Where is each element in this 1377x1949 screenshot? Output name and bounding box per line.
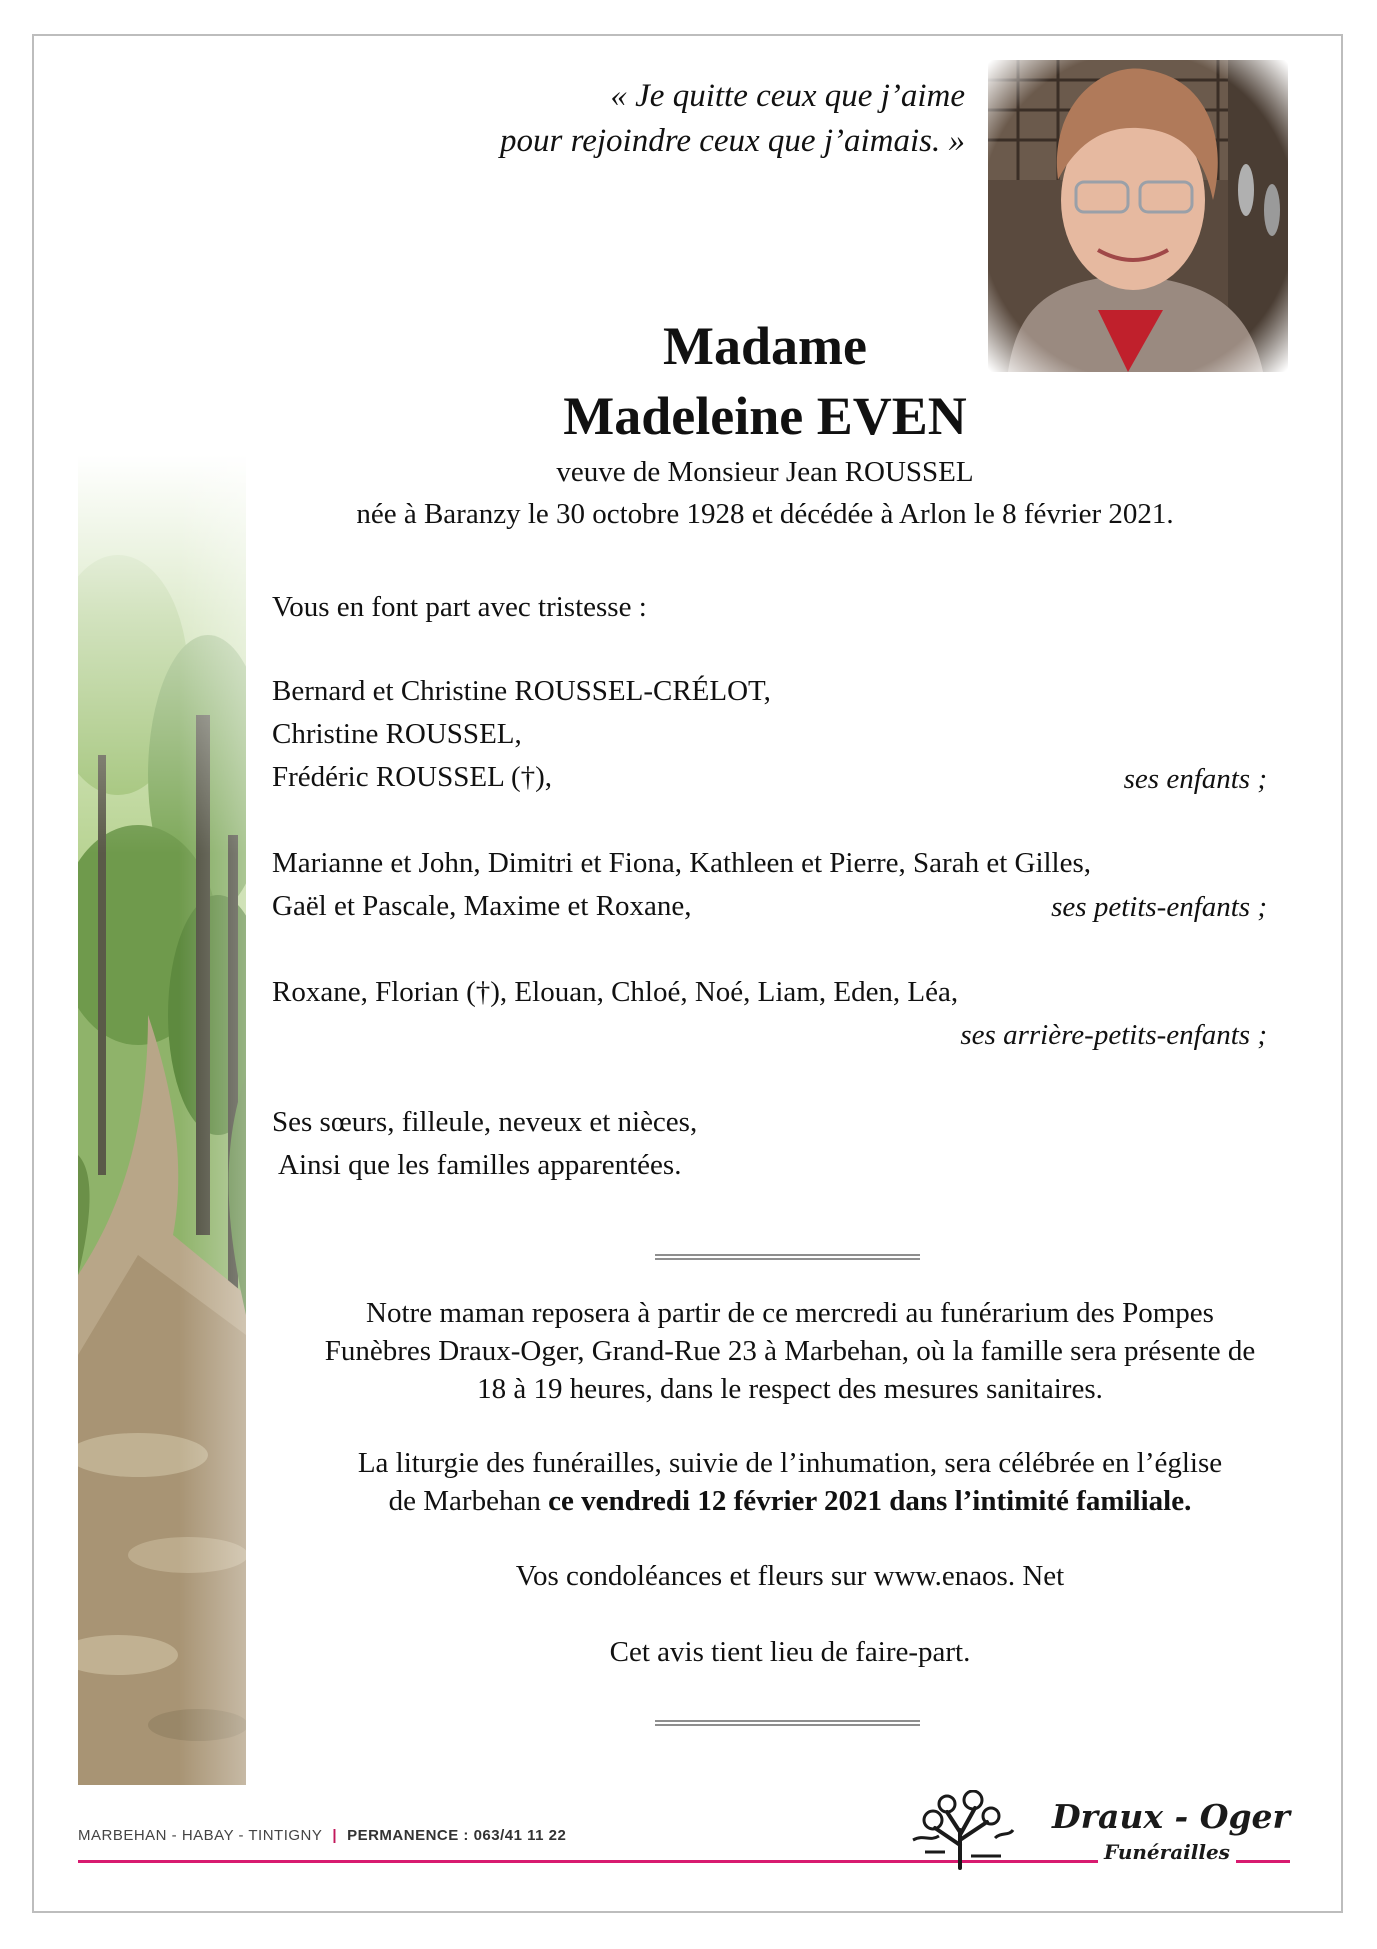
children-label: ses enfants ; <box>1123 763 1267 795</box>
epigraph-quote <box>400 74 965 164</box>
honorific-title: Madame <box>663 316 867 376</box>
quote-line-2: pour rejoindre ceux que j’aimais. » <box>500 123 965 159</box>
relatives-line: Ainsi que les familles apparentées. <box>278 1149 682 1181</box>
birth-death-dates: née à Baranzy le 30 octobre 1928 et décédée à Arlon le 8 février 2021. <box>356 498 1174 530</box>
great-grandchildren-label: ses arrière-petits-enfants ; <box>960 1019 1267 1051</box>
spouse-line: veuve de Monsieur Jean ROUSSEL <box>556 456 974 488</box>
grandchild-line: Gaël et Pascale, Maxime et Roxane, <box>272 890 692 922</box>
quote-line-1: « Je quitte ceux que j’aime <box>610 78 965 114</box>
liturgy-line-2 <box>240 1483 1340 1519</box>
funeral-date-emphasis: ce vendredi 12 février 2021 dans l’intimité familiale. <box>548 1485 1192 1517</box>
footer-permanence: PERMANENCE : 063/41 11 22 <box>347 1827 567 1844</box>
intro-line: Vous en font part avec tristesse : <box>272 591 647 623</box>
child-line: Christine ROUSSEL, <box>272 718 522 750</box>
deceased-name: Madeleine EVEN <box>563 386 967 446</box>
relatives-line: Ses sœurs, filleule, neveux et nièces, <box>272 1106 698 1138</box>
great-grandchild-line: Roxane, Florian (†), Elouan, Chloé, Noé, Liam, Eden, Léa, <box>272 976 959 1008</box>
liturgy-line: La liturgie des funérailles, suivie de l’inhumation, sera célébrée en l’église <box>357 1447 1223 1479</box>
child-line: Bernard et Christine ROUSSEL-CRÉLOT, <box>272 675 771 707</box>
grandchild-line: Marianne et John, Dimitri et Fiona, Kathleen et Pierre, Sarah et Gilles, <box>272 847 1092 879</box>
grandchildren-label: ses petits-enfants ; <box>1051 891 1267 923</box>
divider-rule <box>655 1254 920 1260</box>
brand-name: Draux - Oger <box>1052 1797 1290 1836</box>
footer-separator: | <box>332 1827 338 1844</box>
footer-locations: MARBEHAN - HABAY - TINTIGNY <box>78 1827 323 1844</box>
announcement-line: Notre maman reposera à partir de ce mercredi au funérarium des Pompes <box>366 1297 1214 1329</box>
divider-rule <box>655 1720 920 1726</box>
footer-contact <box>78 1827 566 1844</box>
announcement-line: 18 à 19 heures, dans le respect des mesures sanitaires. <box>477 1373 1103 1405</box>
condolences-line: Vos condoléances et fleurs sur www.enaos. Net <box>515 1560 1065 1592</box>
brand-subtitle: Funérailles <box>1098 1840 1236 1864</box>
forest-path-image <box>78 455 246 1785</box>
announcement-line: Funèbres Draux-Oger, Grand-Rue 23 à Marbehan, où la famille sera présente de <box>324 1335 1256 1367</box>
tree-logo-icon <box>905 1790 1015 1870</box>
notice-line: Cet avis tient lieu de faire-part. <box>609 1636 971 1668</box>
child-line: Frédéric ROUSSEL (†), <box>272 761 553 793</box>
liturgy-text: de Marbehan <box>388 1485 549 1517</box>
